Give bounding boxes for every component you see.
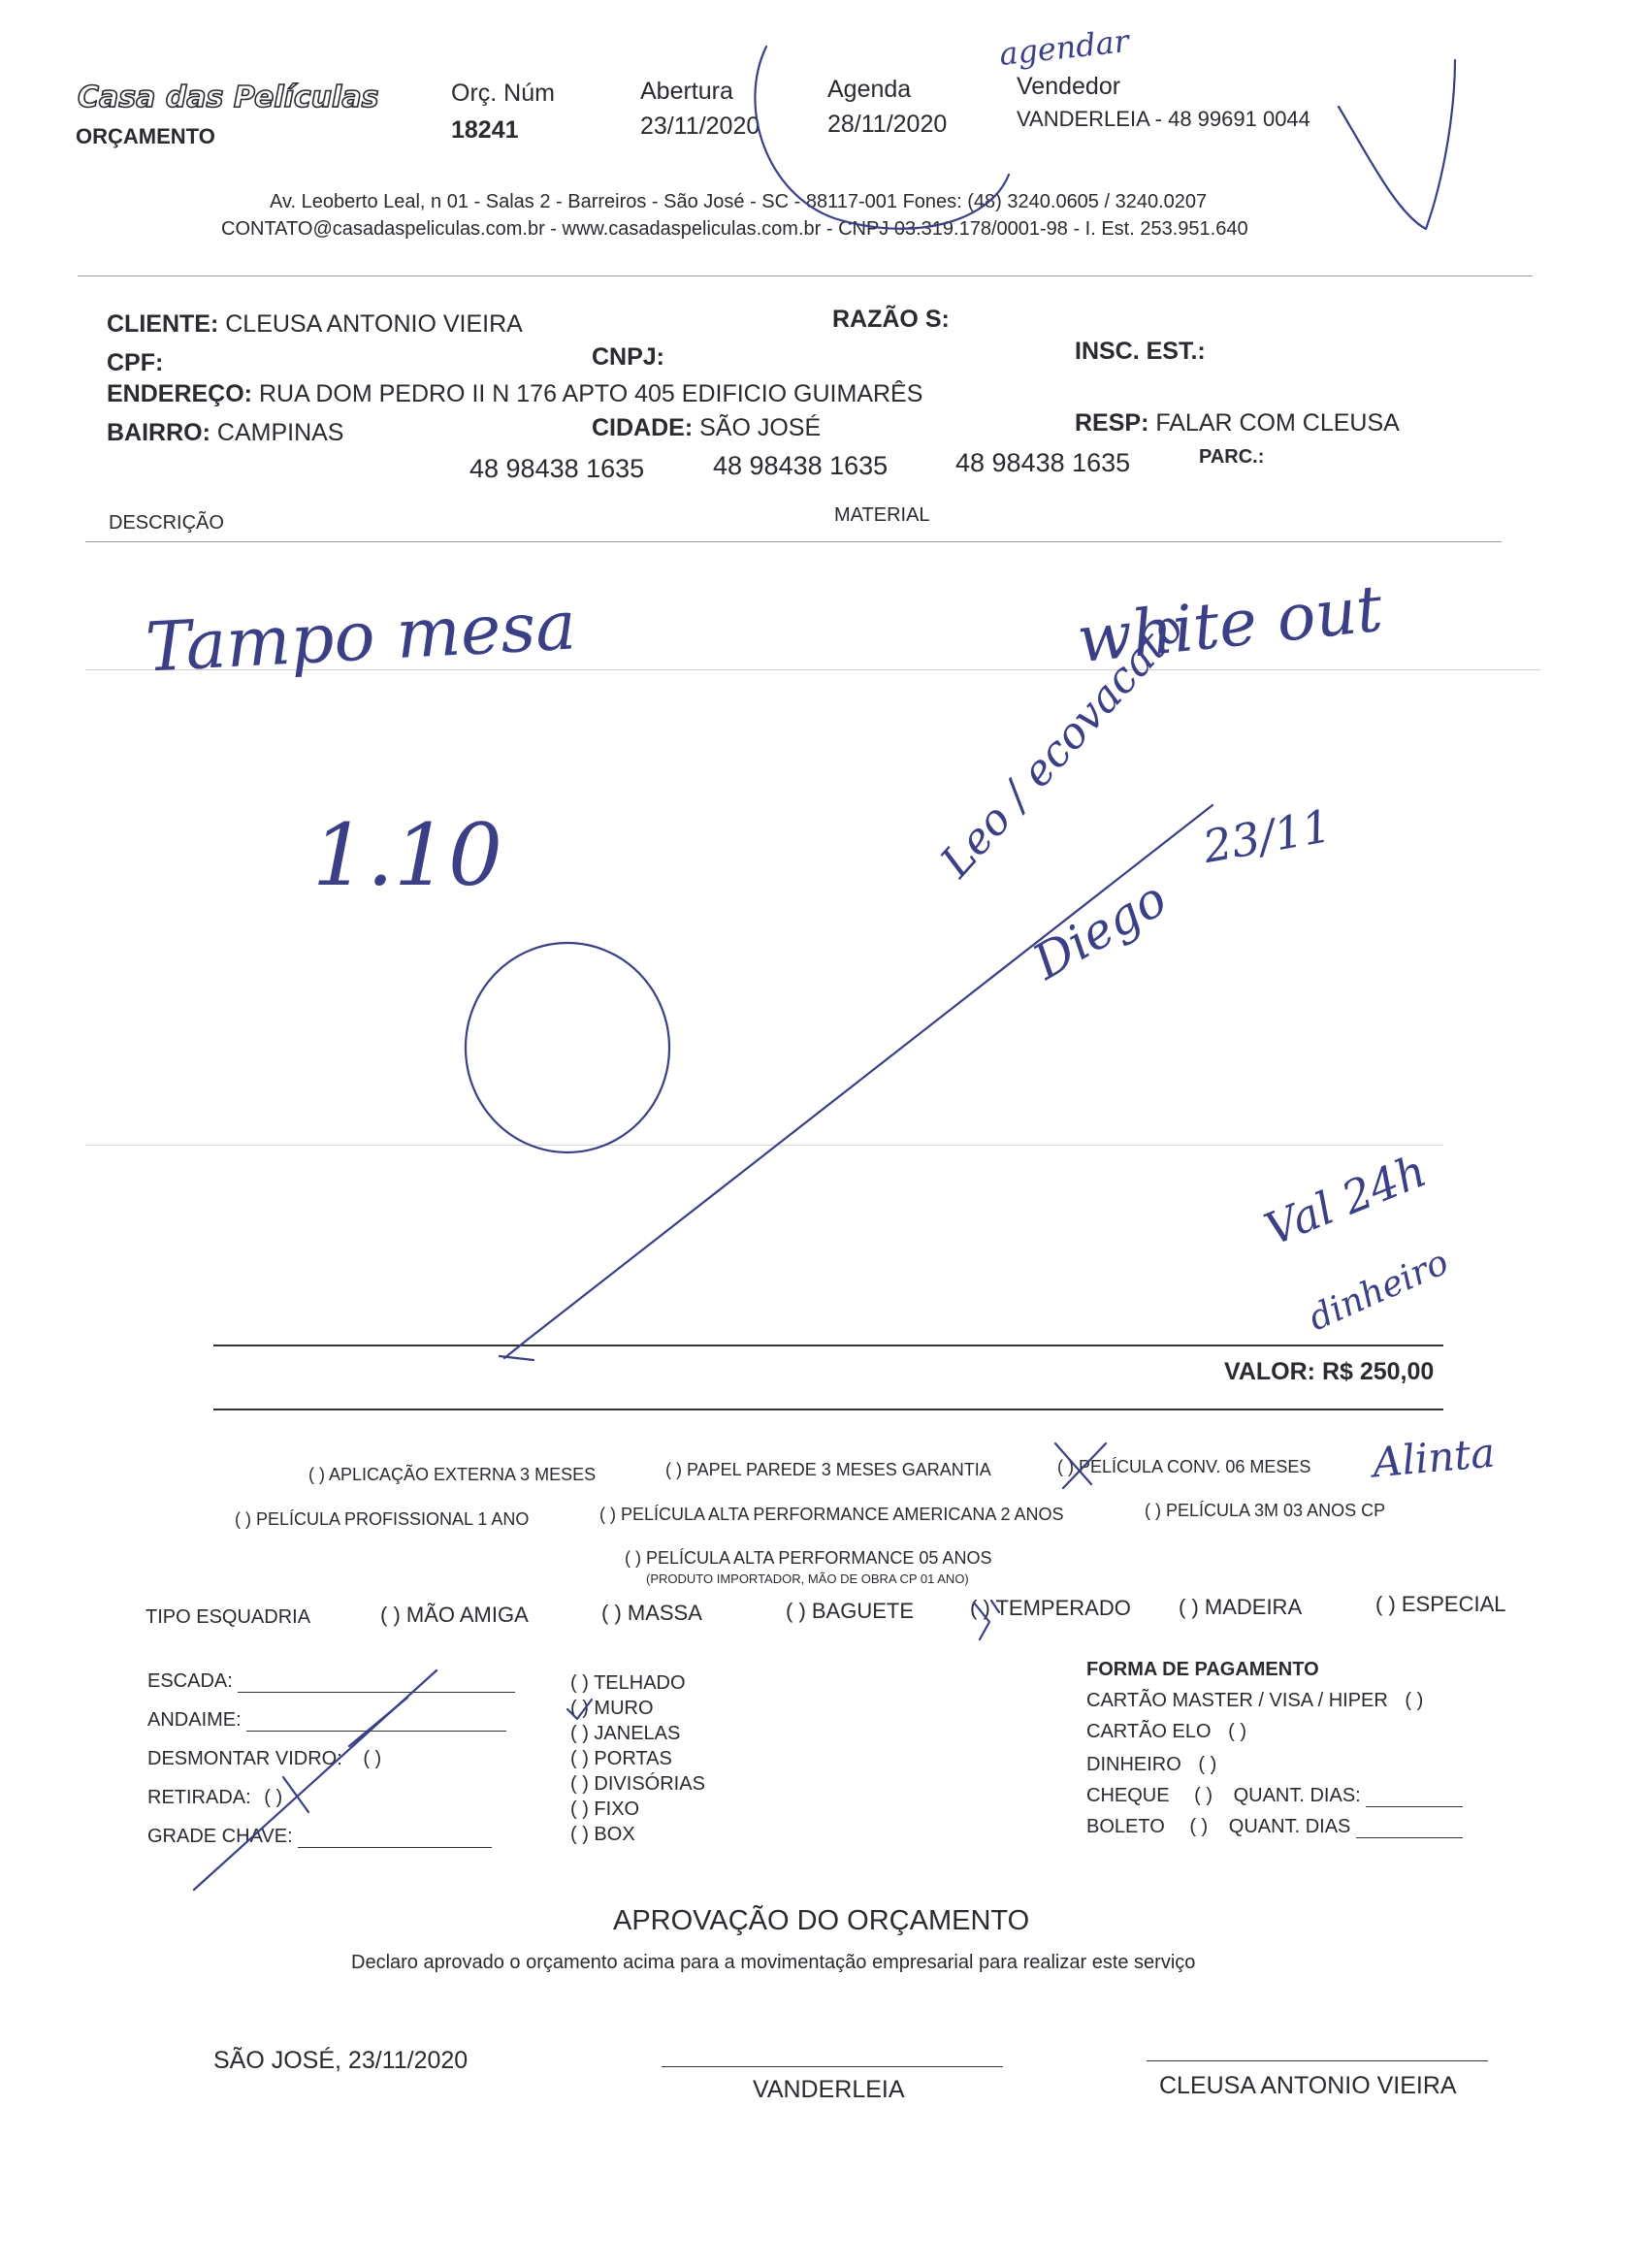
retirada-checkbox[interactable]: ( ) bbox=[264, 1787, 283, 1808]
diagonal-hook-stroke bbox=[500, 1356, 534, 1360]
resp-value: FALAR COM CLEUSA bbox=[1155, 409, 1400, 437]
resp-row bbox=[1075, 409, 1400, 437]
cidade-label: CIDADE: bbox=[592, 414, 694, 441]
esq-massa[interactable]: ( ) MASSA bbox=[601, 1601, 702, 1625]
opt-pelicula-profissional[interactable]: ( ) PELÍCULA PROFISSIONAL 1 ANO bbox=[235, 1509, 530, 1529]
pagamento-title: FORMA DE PAGAMENTO bbox=[1086, 1659, 1319, 1680]
diagonal-stroke bbox=[504, 805, 1212, 1358]
esq-mao-amiga[interactable]: ( ) MÃO AMIGA bbox=[380, 1603, 529, 1627]
header-check-stroke bbox=[1339, 60, 1455, 229]
pag-cartao-elo-label: CARTÃO ELO bbox=[1086, 1721, 1212, 1742]
cliente-label: CLIENTE: bbox=[107, 310, 219, 338]
abertura-date: 23/11/2020 bbox=[640, 113, 760, 140]
header-divider bbox=[78, 275, 1533, 276]
items-divider-3 bbox=[85, 1145, 1443, 1146]
material-label: MATERIAL bbox=[834, 504, 930, 526]
opt-pelicula-americana[interactable]: ( ) PELÍCULA ALTA PERFORMANCE AMERICANA 2 ANOS bbox=[599, 1505, 1064, 1524]
logo-text: Casa das Películas bbox=[78, 81, 379, 114]
escada-blank[interactable] bbox=[238, 1692, 515, 1693]
place-date: SÃO JOSÉ, 23/11/2020 bbox=[213, 2047, 469, 2074]
local-divisorias[interactable]: ( ) DIVISÓRIAS bbox=[570, 1773, 705, 1795]
phone-2: 48 98438 1635 bbox=[713, 451, 889, 480]
desmontar-label: DESMONTAR VIDRO: bbox=[147, 1748, 342, 1769]
phone-1: 48 98438 1635 bbox=[469, 454, 645, 483]
pag-dinheiro-label: DINHEIRO bbox=[1086, 1754, 1181, 1775]
bairro-label: BAIRRO: bbox=[107, 419, 210, 446]
andaime-label: ANDAIME: bbox=[147, 1709, 242, 1731]
hw-diego: Diego bbox=[1023, 869, 1177, 991]
doc-type: ORÇAMENTO bbox=[76, 124, 215, 148]
esq-madeira[interactable]: ( ) MADEIRA bbox=[1179, 1595, 1303, 1619]
pag-cartao-master-label: CARTÃO MASTER / VISA / HIPER bbox=[1086, 1690, 1388, 1711]
extras-strike-1 bbox=[194, 1670, 436, 1890]
endereco-label: ENDEREÇO: bbox=[107, 380, 253, 407]
sig-client-name: CLEUSA ANTONIO VIEIRA bbox=[1159, 2072, 1457, 2099]
valor-line-top bbox=[213, 1345, 1443, 1346]
pag-dinheiro-checkbox[interactable]: ( ) bbox=[1198, 1754, 1217, 1775]
retirada-label: RETIRADA: bbox=[147, 1787, 251, 1808]
hw-alinta: Alinta bbox=[1371, 1428, 1498, 1487]
pag-cheque-label: CHEQUE bbox=[1086, 1785, 1170, 1806]
local-muro[interactable]: ( ) MURO bbox=[570, 1698, 654, 1719]
approval-declaration: Declaro aprovado o orçamento acima para a movimentação empresarial para realizar este serviço bbox=[351, 1952, 1196, 1973]
valor-line-bottom bbox=[213, 1409, 1443, 1410]
phone-3: 48 98438 1635 bbox=[955, 448, 1131, 477]
andaime-row bbox=[147, 1709, 506, 1732]
sig-vendor-name: VANDERLEIA bbox=[753, 2076, 905, 2103]
sig-line-vendor bbox=[662, 2066, 1003, 2067]
orc-number: 18241 bbox=[451, 116, 519, 144]
hw-val-note: Val 24h bbox=[1257, 1144, 1434, 1256]
razao-label: RAZÃO S: bbox=[832, 306, 950, 333]
grade-row bbox=[147, 1826, 492, 1848]
cliente-value: CLEUSA ANTONIO VIEIRA bbox=[225, 310, 523, 338]
esquadria-label: TIPO ESQUADRIA bbox=[146, 1606, 311, 1628]
local-janelas[interactable]: ( ) JANELAS bbox=[570, 1723, 681, 1744]
pag-boleto-dias-label: QUANT. DIAS bbox=[1228, 1816, 1351, 1837]
valor-value: R$ 250,00 bbox=[1321, 1358, 1435, 1385]
hw-agendar: agendar bbox=[997, 22, 1131, 73]
pag-boleto-label: BOLETO bbox=[1086, 1816, 1165, 1837]
abertura-label: Abertura bbox=[640, 78, 733, 105]
pag-boleto[interactable] bbox=[1086, 1816, 1463, 1838]
cnpj-label: CNPJ: bbox=[592, 343, 665, 371]
sig-line-client bbox=[1147, 2060, 1488, 2061]
endereco-row bbox=[107, 380, 922, 408]
items-divider-1 bbox=[85, 541, 1502, 542]
pag-cheque-checkbox[interactable]: ( ) bbox=[1194, 1785, 1213, 1806]
esq-temperado[interactable]: ( ) TEMPERADO bbox=[970, 1596, 1131, 1620]
pag-boleto-dias-blank[interactable] bbox=[1356, 1837, 1463, 1838]
resp-label: RESP: bbox=[1075, 409, 1149, 437]
desmontar-row bbox=[147, 1748, 381, 1770]
address-line: Av. Leoberto Leal, n 01 - Salas 2 - Barreiros - São José - SC - 88117-001 Fones: (48) 3240.0605 / 3240.0207 bbox=[270, 191, 1208, 212]
agenda-date: 28/11/2020 bbox=[827, 111, 948, 138]
escada-row bbox=[147, 1670, 515, 1693]
hw-date-note: 23/11 bbox=[1199, 798, 1336, 874]
hw-leo-ecovacato: Leo / ecovacato bbox=[931, 602, 1194, 888]
pag-boleto-checkbox[interactable]: ( ) bbox=[1189, 1816, 1209, 1837]
cpf-label: CPF: bbox=[107, 349, 164, 376]
opt-pelicula-3m[interactable]: ( ) PELÍCULA 3M 03 ANOS CP bbox=[1145, 1501, 1386, 1520]
pag-cartao-elo[interactable] bbox=[1086, 1721, 1246, 1743]
pag-cartao-master[interactable] bbox=[1086, 1690, 1423, 1712]
endereco-value: RUA DOM PEDRO II N 176 APTO 405 EDIFICIO GUIMARÊS bbox=[258, 380, 923, 407]
vendedor-label: Vendedor bbox=[1017, 73, 1121, 100]
cidade-value: SÃO JOSÉ bbox=[699, 414, 822, 441]
hw-dinheiro: dinheiro bbox=[1303, 1242, 1455, 1340]
desmontar-checkbox[interactable]: ( ) bbox=[363, 1748, 382, 1769]
bairro-row bbox=[107, 419, 343, 447]
orc-label: Orç. Núm bbox=[451, 80, 555, 107]
company-logo bbox=[76, 76, 396, 116]
cidade-row bbox=[592, 414, 821, 442]
vendedor-value: VANDERLEIA - 48 99691 0044 bbox=[1017, 107, 1310, 131]
escada-label: ESCADA: bbox=[147, 1670, 233, 1692]
pag-cheque-dias-label: QUANT. DIAS: bbox=[1233, 1785, 1361, 1806]
hw-measure: 1.10 bbox=[312, 805, 502, 905]
local-telhado[interactable]: ( ) TELHADO bbox=[570, 1672, 686, 1694]
opt-pelicula-05anos-note: (PRODUTO IMPORTADOR, MÃO DE OBRA CP 01 ANO) bbox=[646, 1571, 969, 1586]
pag-dinheiro[interactable] bbox=[1086, 1754, 1216, 1776]
valor-row bbox=[1224, 1358, 1434, 1386]
insc-label: INSC. EST.: bbox=[1075, 338, 1206, 365]
parc-label: PARC.: bbox=[1199, 446, 1265, 468]
pag-cheque[interactable] bbox=[1086, 1785, 1463, 1807]
hw-white-out: white out bbox=[1073, 570, 1386, 678]
local-portas[interactable]: ( ) PORTAS bbox=[570, 1748, 672, 1769]
contact-line: CONTATO@casadaspeliculas.com.br - www.casadaspeliculas.com.br - CNPJ 03.319.178/0001-98 - I. Est. 253.951.640 bbox=[221, 218, 1248, 240]
cliente-row bbox=[107, 310, 523, 339]
retirada-mark bbox=[283, 1777, 308, 1812]
agenda-label: Agenda bbox=[827, 76, 912, 103]
grade-blank[interactable] bbox=[298, 1847, 492, 1848]
descricao-label: DESCRIÇÃO bbox=[109, 512, 224, 534]
pag-cartao-master-checkbox[interactable]: ( ) bbox=[1405, 1690, 1424, 1711]
opt-pelicula-05anos[interactable]: ( ) PELÍCULA ALTA PERFORMANCE 05 ANOS bbox=[625, 1548, 992, 1568]
circle-stroke bbox=[466, 943, 669, 1152]
andaime-blank[interactable] bbox=[246, 1731, 506, 1732]
opt-aplicacao-externa[interactable]: ( ) APLICAÇÃO EXTERNA 3 MESES bbox=[308, 1465, 597, 1484]
bairro-value: CAMPINAS bbox=[216, 419, 344, 446]
hw-tampo-mesa: Tampo mesa bbox=[144, 585, 578, 688]
pag-cartao-elo-checkbox[interactable]: ( ) bbox=[1228, 1721, 1247, 1742]
grade-label: GRADE CHAVE: bbox=[147, 1826, 293, 1847]
pag-cheque-dias-blank[interactable] bbox=[1366, 1806, 1463, 1807]
local-box[interactable]: ( ) BOX bbox=[570, 1824, 635, 1845]
retirada-row bbox=[147, 1787, 282, 1809]
approval-title: APROVAÇÃO DO ORÇAMENTO bbox=[613, 1905, 1030, 1936]
valor-label: VALOR: bbox=[1224, 1358, 1315, 1385]
esq-especial[interactable]: ( ) ESPECIAL bbox=[1375, 1592, 1506, 1616]
opt-pelicula-conv[interactable]: ( ) PELÍCULA CONV. 06 MESES bbox=[1057, 1457, 1311, 1476]
opt-papel-parede[interactable]: ( ) PAPEL PAREDE 3 MESES GARANTIA bbox=[665, 1460, 991, 1479]
esq-baguete[interactable]: ( ) BAGUETE bbox=[786, 1599, 915, 1623]
local-fixo[interactable]: ( ) FIXO bbox=[570, 1798, 640, 1820]
